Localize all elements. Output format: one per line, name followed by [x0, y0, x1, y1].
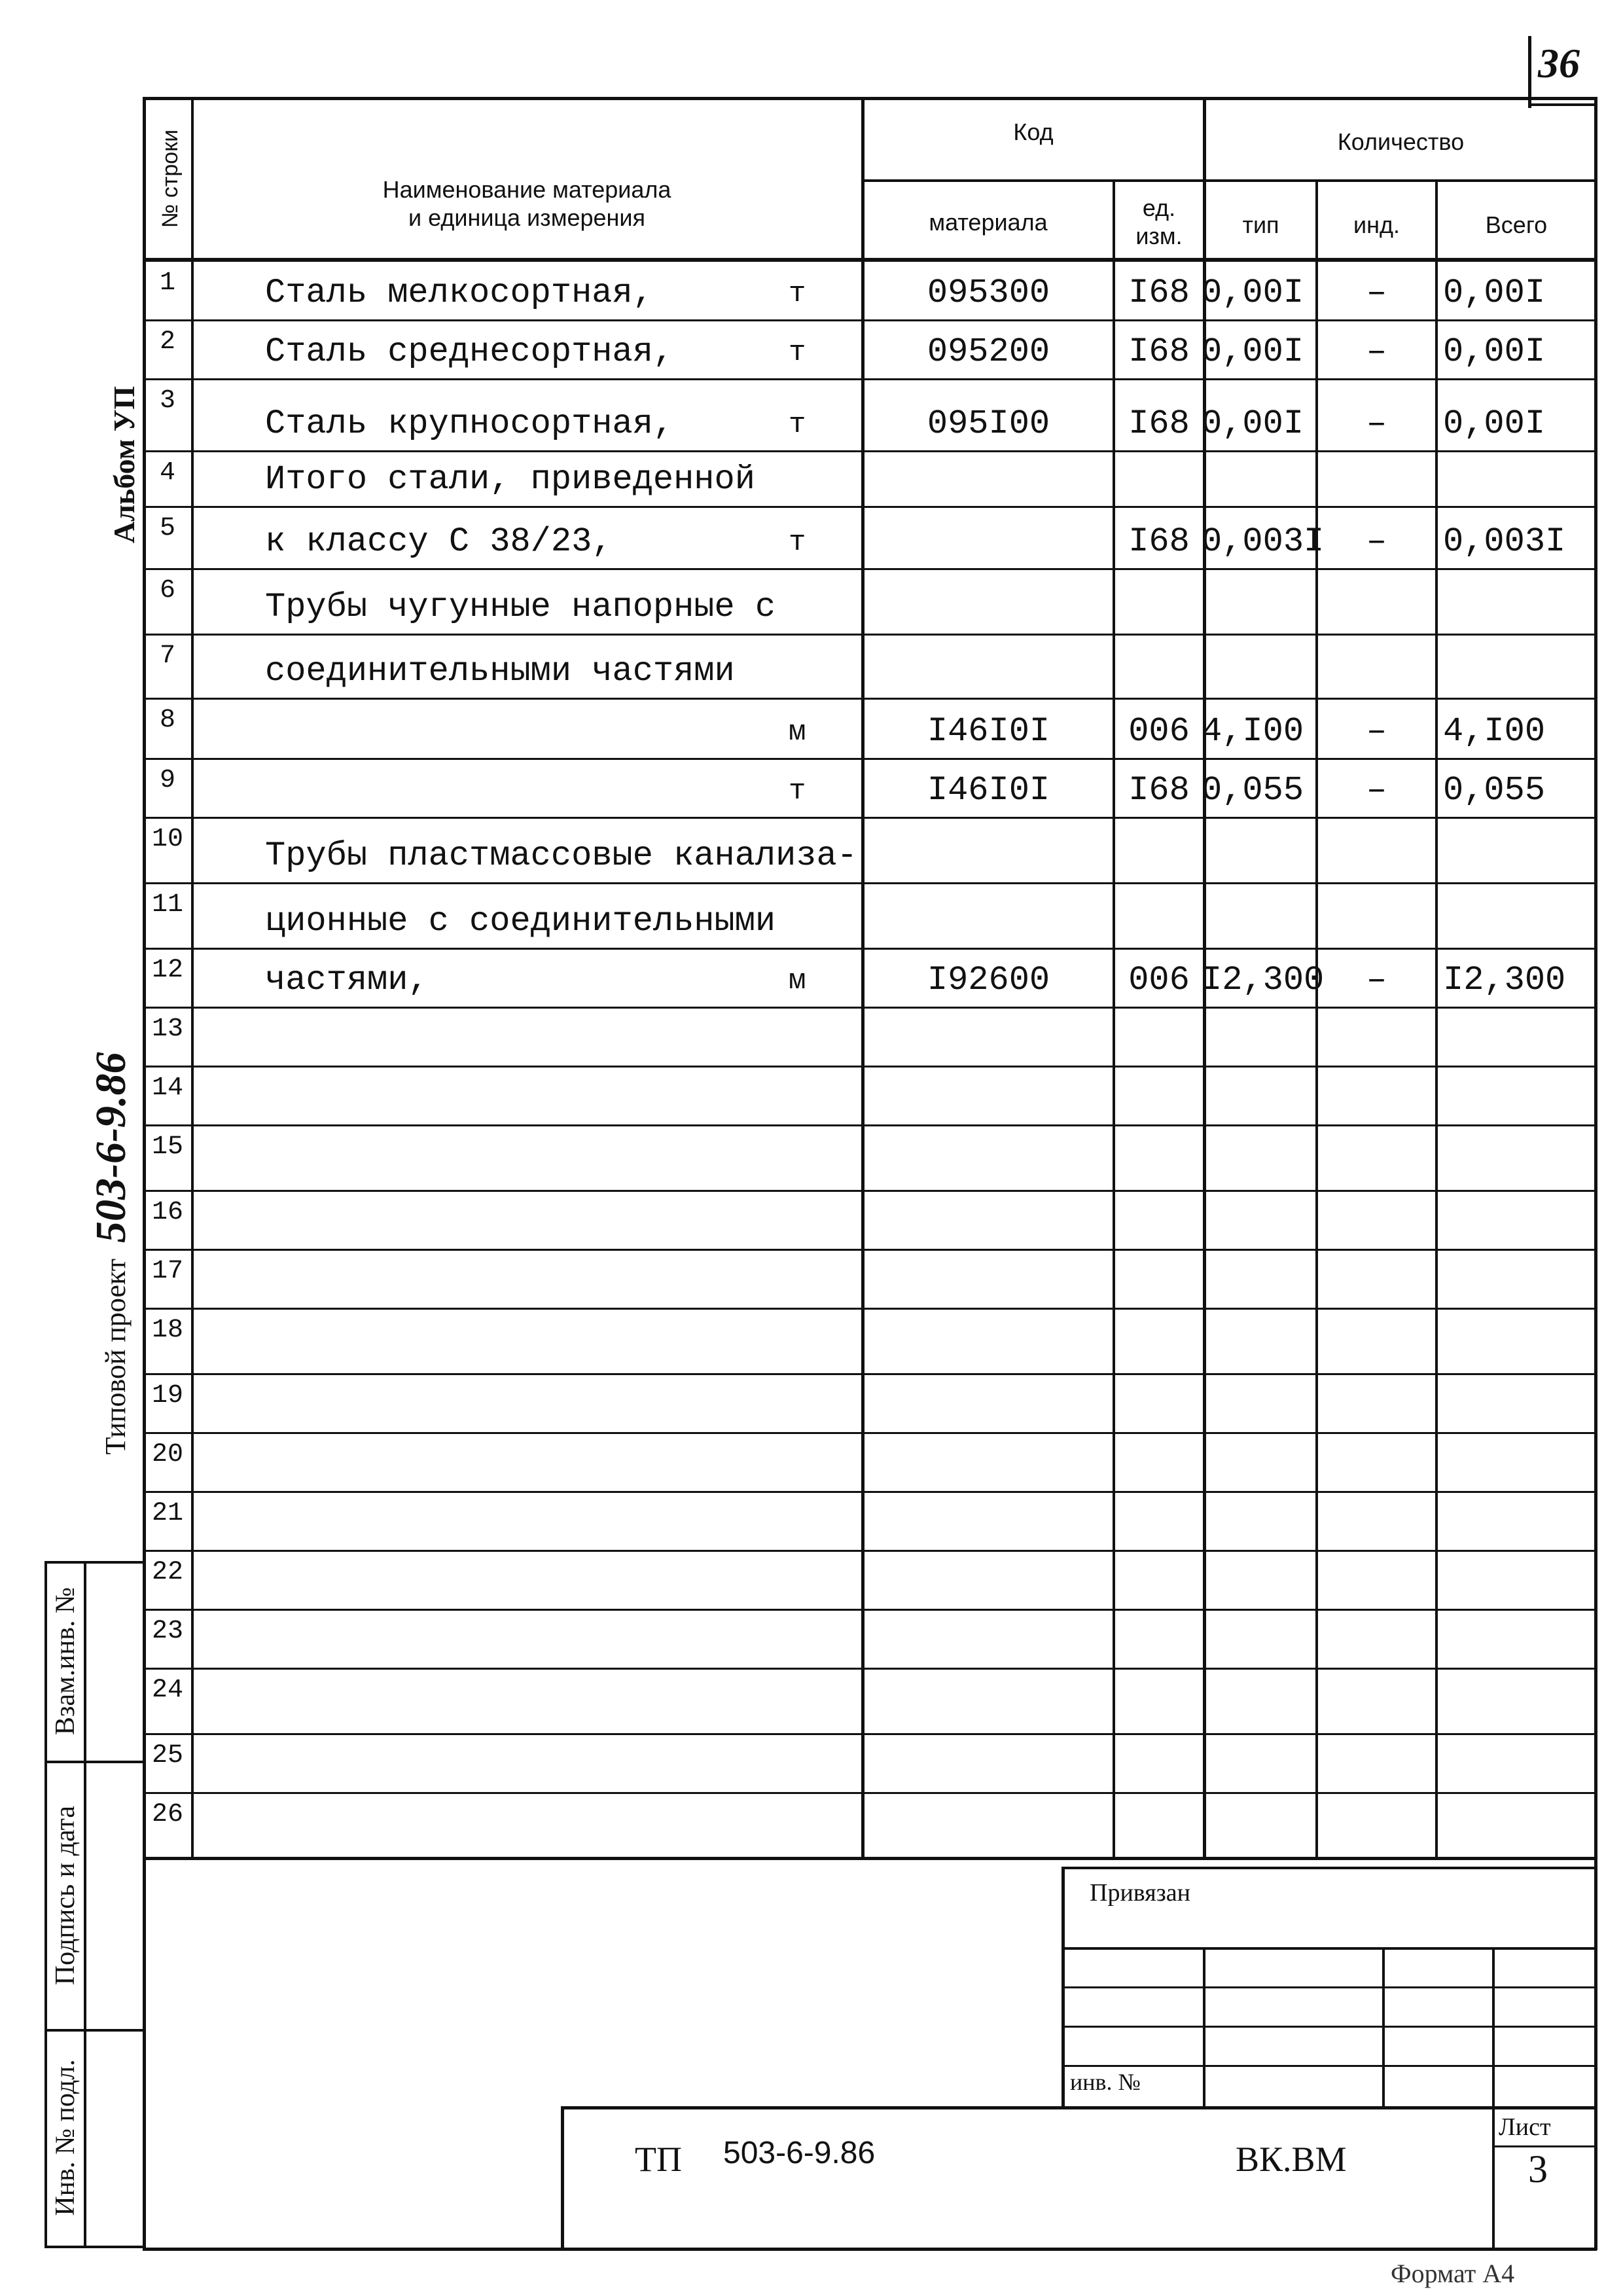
row-divider: [143, 1066, 1596, 1067]
row-qty-total: I2,300: [1443, 961, 1566, 999]
row-divider: [143, 1792, 1596, 1794]
row-number: 22: [151, 1558, 183, 1587]
privyazan-label: Привязан: [1090, 1879, 1190, 1907]
inv-no-label: инв. №: [1070, 2069, 1141, 2095]
header-material: материала: [929, 209, 1048, 236]
row-divider: [143, 1308, 1596, 1310]
doc-code: ВК.ВМ: [1236, 2140, 1347, 2179]
row-name: Трубы чугунные напорные с: [265, 588, 776, 626]
row-divider: [143, 1249, 1596, 1251]
row-qty-ind: –: [1366, 274, 1387, 312]
row-qty-type: 0,003I: [1202, 522, 1325, 561]
row-unit-code: I68: [1128, 404, 1190, 443]
row-number: 8: [159, 706, 175, 735]
row-unit: м: [789, 716, 806, 749]
row-unit-code: I68: [1128, 274, 1190, 312]
sheet-label: Лист: [1499, 2113, 1551, 2141]
row-qty-type: 0,055: [1202, 771, 1304, 810]
row-number: 26: [151, 1800, 183, 1829]
frame-bottom: [143, 2248, 1597, 2251]
row-divider: [143, 1609, 1596, 1611]
signature-date-label: Подпись и дата: [50, 1805, 80, 1986]
row-number: 11: [151, 890, 183, 920]
row-unit-code: I68: [1128, 522, 1190, 561]
tp-label: ТП: [635, 2140, 682, 2179]
row-divider: [143, 758, 1596, 760]
row-name: Трубы пластмассовые канализа-: [265, 836, 857, 875]
row-qty-type: 0,00I: [1202, 404, 1304, 443]
row-material-code: 095200: [927, 332, 1050, 371]
row-unit-code: 006: [1128, 961, 1190, 999]
row-divider: [143, 450, 1596, 452]
row-qty-ind: –: [1366, 332, 1387, 371]
row-qty-type: 0,00I: [1202, 332, 1304, 371]
frame-top: [143, 97, 1597, 100]
row-qty-type: I2,300: [1202, 961, 1325, 999]
row-name: к классу С 38/23,: [265, 522, 613, 561]
row-name: Сталь среднесортная,: [265, 332, 674, 371]
row-name: частями,: [265, 961, 429, 999]
row-name: ционные с соединительными: [265, 902, 776, 941]
row-material-code: 095300: [927, 274, 1050, 312]
row-number: 5: [159, 514, 175, 543]
row-material-code: 095I00: [927, 404, 1050, 443]
row-divider: [143, 1007, 1596, 1009]
header-ind: инд.: [1353, 211, 1400, 238]
row-number: 1: [159, 268, 175, 298]
row-divider: [143, 1373, 1596, 1375]
row-divider: [143, 1733, 1596, 1735]
row-number: 2: [159, 327, 175, 357]
row-qty-ind: –: [1366, 961, 1387, 999]
row-qty-type: 4,I00: [1202, 712, 1304, 751]
project-label-number: 503-6-9.86: [87, 1052, 135, 1243]
row-material-code: I46I0I: [927, 771, 1050, 810]
row-unit: т: [789, 336, 806, 369]
row-number: 9: [159, 766, 175, 795]
row-qty-ind: –: [1366, 771, 1387, 810]
row-qty-total: 0,00I: [1443, 332, 1546, 371]
row-divider: [143, 1432, 1596, 1434]
row-unit: т: [789, 278, 806, 310]
row-number: 7: [159, 641, 175, 671]
row-material-code: I92600: [927, 961, 1050, 999]
sheet-number: 3: [1528, 2147, 1548, 2191]
header-code: Код: [1013, 118, 1054, 145]
row-qty-total: 0,003I: [1443, 522, 1566, 561]
row-name: Итого стали, приведенной: [265, 460, 755, 499]
row-divider: [143, 1668, 1596, 1670]
inv-podl-label: Инв. № подл.: [50, 2059, 80, 2216]
row-divider: [143, 568, 1596, 570]
row-divider: [143, 817, 1596, 819]
row-divider: [143, 634, 1596, 636]
header-row-no: № строки: [158, 129, 183, 228]
row-divider: [143, 698, 1596, 700]
row-qty-total: 0,055: [1443, 771, 1546, 810]
row-unit: т: [789, 408, 806, 441]
row-number: 13: [151, 1014, 183, 1044]
row-number: 18: [151, 1316, 183, 1345]
row-material-code: I46I0I: [927, 712, 1050, 751]
row-divider: [143, 948, 1596, 950]
row-number: 14: [151, 1073, 183, 1103]
row-qty-type: 0,00I: [1202, 274, 1304, 312]
row-number: 4: [159, 458, 175, 488]
row-unit: м: [789, 965, 806, 997]
row-divider: [143, 506, 1596, 508]
row-unit-code: I68: [1128, 332, 1190, 371]
row-number: 10: [151, 825, 183, 854]
row-number: 19: [151, 1381, 183, 1410]
row-number: 20: [151, 1440, 183, 1469]
page-number: 36: [1538, 40, 1580, 86]
row-number: 3: [159, 386, 175, 416]
row-number: 25: [151, 1741, 183, 1770]
row-qty-total: 0,00I: [1443, 404, 1546, 443]
row-unit-code: I68: [1128, 771, 1190, 810]
header-quantity: Количество: [1337, 128, 1465, 155]
row-number: 16: [151, 1198, 183, 1227]
row-unit-code: 006: [1128, 712, 1190, 751]
row-divider: [143, 882, 1596, 884]
frame-right: [1594, 97, 1597, 2250]
row-number: 6: [159, 576, 175, 605]
row-divider: [143, 1550, 1596, 1552]
frame-left: [143, 97, 146, 2250]
vzam-inv-label: Взам.инв. №: [50, 1587, 80, 1736]
page-number-underline: [1528, 103, 1597, 106]
row-unit: т: [789, 526, 806, 559]
row-name: Сталь мелкосортная,: [265, 274, 653, 312]
row-divider: [143, 1124, 1596, 1126]
header-name: Наименование материала и единица измерения: [382, 176, 671, 232]
row-unit: т: [789, 775, 806, 808]
row-qty-ind: –: [1366, 522, 1387, 561]
row-qty-ind: –: [1366, 404, 1387, 443]
row-name: Сталь крупносортная,: [265, 404, 674, 443]
row-divider: [143, 319, 1596, 321]
row-qty-total: 0,00I: [1443, 274, 1546, 312]
header-type: тип: [1242, 211, 1279, 238]
row-number: 15: [151, 1132, 183, 1162]
album-label: Альбом УП: [107, 386, 141, 544]
project-label: [88, 939, 134, 1568]
doc-number: 503-6-9.86: [723, 2136, 876, 2170]
row-number: 17: [151, 1257, 183, 1286]
row-qty-total: 4,I00: [1443, 712, 1546, 751]
row-qty-ind: –: [1366, 712, 1387, 751]
row-name: соединительными частями: [265, 652, 735, 691]
row-number: 21: [151, 1499, 183, 1528]
header-total: Всего: [1485, 211, 1548, 238]
header-unit: ед. изм.: [1135, 194, 1183, 250]
row-divider: [143, 1190, 1596, 1192]
row-number: 12: [151, 956, 183, 985]
format-label: Формат А4: [1391, 2259, 1515, 2288]
row-divider: [143, 1491, 1596, 1493]
row-number: 24: [151, 1676, 183, 1705]
row-divider: [143, 378, 1596, 380]
project-label-prefix: Типовой проект: [99, 1258, 132, 1455]
row-number: 23: [151, 1617, 183, 1646]
